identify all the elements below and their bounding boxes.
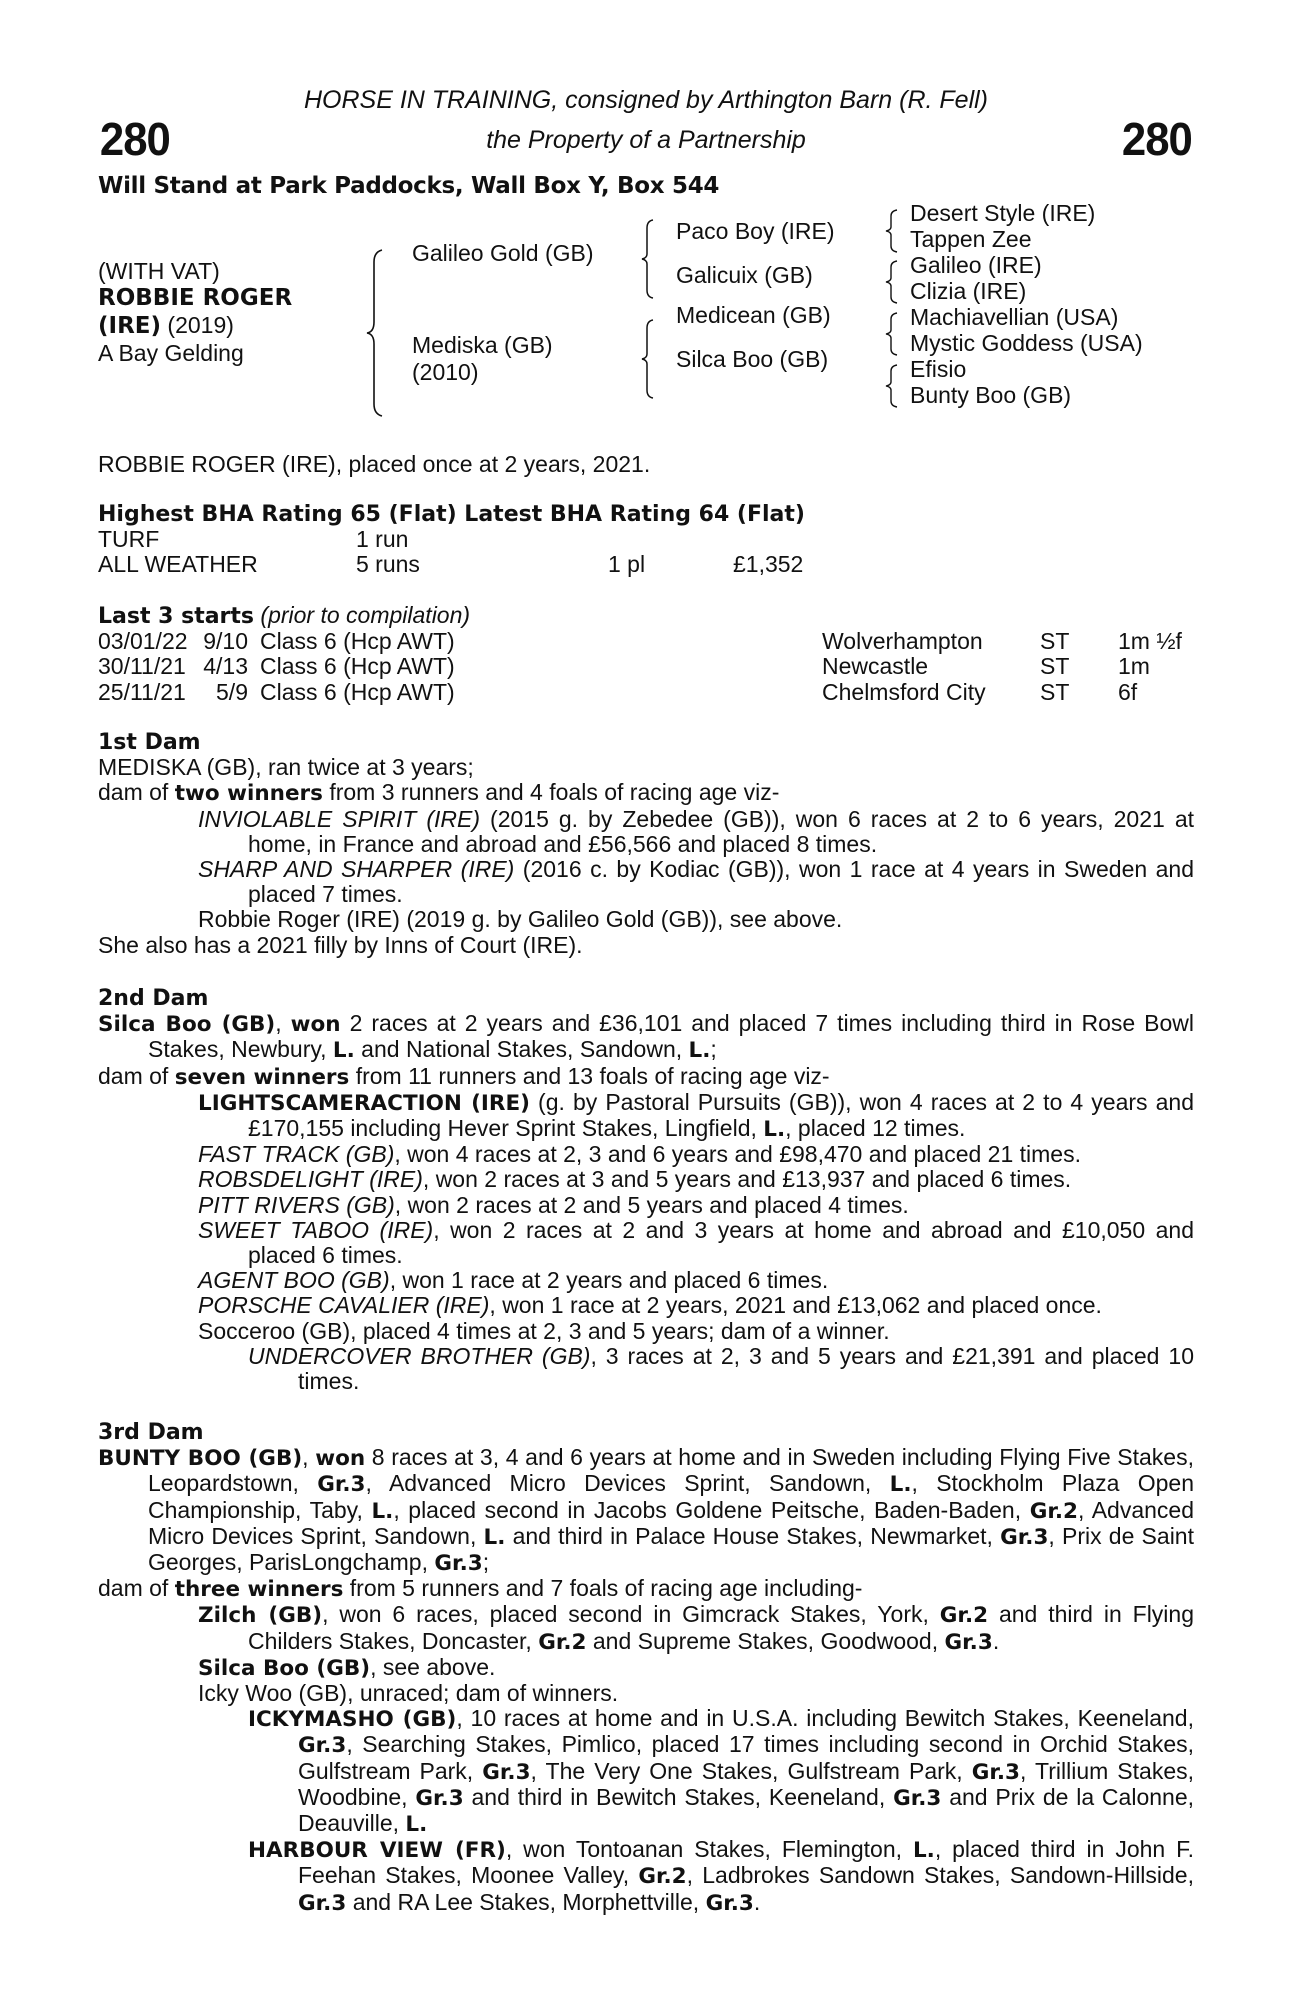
last-starts-block	[98, 603, 1194, 705]
progeny-entry	[98, 1602, 1194, 1654]
progeny-record: (g. by Pastoral Pursuits (GB)), won 4 races at 2 to 4 years and £170,155 including Hever Sprint Stakes, Lingfield,	[248, 1088, 1194, 1142]
grade: L.	[483, 1524, 506, 1550]
winners-count: two winners	[174, 781, 323, 807]
first-dam-footer: She also has a 2021 filly by Inns of Court (IRE).	[98, 931, 583, 958]
horse-identity	[98, 258, 292, 367]
pedigree-brace-main	[364, 248, 386, 418]
text: and third in Flying Childers Stakes, Doncaster,	[248, 1601, 1194, 1654]
progeny-name: PITT RIVERS (GB)	[198, 1191, 395, 1218]
brace-ggp-2	[884, 259, 900, 305]
text: and Supreme Stakes, Goodwood,	[586, 1627, 945, 1654]
text: .	[992, 1627, 1000, 1654]
text: and RA Lee Stakes, Morphettville,	[346, 1888, 706, 1915]
text: from 3 runners and 4 foals of racing age viz-	[322, 779, 780, 806]
start-course: Wolverhampton	[822, 628, 983, 655]
text: and Prix de la Calonne, Deauville,	[298, 1783, 1195, 1837]
grade: L.	[912, 1838, 935, 1864]
start-row	[98, 654, 1194, 679]
grade: Gr.2	[638, 1864, 687, 1890]
won-label: won	[315, 1446, 366, 1472]
start-date: 03/01/22	[98, 628, 188, 655]
text: 8 races at 3, 4 and 6 years at home and in Sweden including Flying Five Stakes, Leopardstown,	[148, 1444, 1194, 1497]
lot-number-left: 280	[99, 113, 170, 165]
stand-location: Will Stand at Park Paddocks, Wall Box Y, Box 544	[98, 173, 720, 199]
grade: Gr.3	[971, 1759, 1021, 1785]
start-row	[98, 680, 1194, 705]
text: , placed second in Jacobs Goldene Peitsche, Baden-Baden,	[393, 1496, 1030, 1523]
text: and third in Palace House Stakes, Newmarket,	[505, 1522, 1001, 1549]
brace-ggp-4	[884, 363, 900, 409]
progeny-entry	[98, 857, 1194, 907]
great-grandparent-2: Tappen Zee	[910, 226, 1032, 252]
grade: Gr.3	[1000, 1524, 1049, 1550]
great-grandparent-4: Clizia (IRE)	[910, 278, 1027, 304]
record-runs: 1 run	[356, 526, 409, 553]
first-dam-section	[98, 730, 1194, 958]
winners-count: three winners	[174, 1577, 344, 1603]
text: , Ladbrokes Sandown Stakes, Sandown-Hillside,	[686, 1862, 1194, 1889]
progeny-name: AGENT BOO (GB)	[198, 1267, 390, 1294]
text: , placed third in John F. Feehan Stakes, Moonee Valley,	[298, 1836, 1195, 1889]
first-dam-title: 1st Dam	[98, 730, 201, 755]
start-position: 9/10	[203, 628, 248, 655]
progeny-entry	[98, 1268, 1194, 1293]
horse-year: (2019)	[167, 312, 234, 338]
progeny-entry	[98, 1319, 1194, 1344]
text: , won Tontoanan Stakes, Flemington,	[505, 1836, 913, 1863]
last-starts-subtitle: (prior to compilation)	[260, 602, 471, 628]
grandprogeny-entry	[98, 1706, 1194, 1837]
progeny-entry	[98, 1681, 1194, 1706]
progeny-entry	[98, 1193, 1194, 1218]
grade: L.	[371, 1498, 394, 1524]
text: dam of	[98, 1575, 175, 1602]
dam-year: (2010)	[412, 359, 479, 385]
winners-count: seven winners	[174, 1064, 350, 1090]
progeny-name: Zilch (GB)	[198, 1603, 323, 1629]
progeny-record: Socceroo (GB), placed 4 times at 2, 3 and 5 years; dam of a winner.	[198, 1317, 890, 1344]
start-position: 4/13	[203, 653, 248, 680]
progeny-entry	[98, 907, 1194, 932]
start-distance: 1m ½f	[1118, 628, 1182, 655]
record-surface: ALL WEATHER	[98, 551, 258, 578]
great-grandparent-6: Mystic Goddess (USA)	[910, 330, 1143, 356]
grade: Gr.3	[482, 1759, 531, 1785]
progeny-record: , won 2 races at 2 and 5 years and placed 4 times.	[394, 1191, 909, 1218]
horse-country: (IRE)	[98, 313, 162, 339]
text: 2 races at 2 years and £36,101 and placed 7 times including third in Rose Bowl Stakes, Newbury,	[148, 1010, 1195, 1063]
start-going: ST	[1040, 678, 1070, 705]
grade: Gr.3	[944, 1629, 993, 1655]
dam-name: Silca Boo (GB)	[98, 1012, 276, 1038]
grade: Gr.2	[1029, 1498, 1078, 1524]
grandparent-4: Silca Boo (GB)	[676, 346, 829, 372]
grade: L.	[405, 1812, 428, 1838]
start-course: Chelmsford City	[822, 678, 986, 705]
brace-sire-line	[640, 218, 656, 300]
text: ;	[710, 1036, 717, 1063]
text: , The Very One Stakes, Gulfstream Park,	[530, 1757, 972, 1784]
text: , Advanced Micro Devices Sprint, Sandown,	[148, 1496, 1194, 1549]
text: ;	[482, 1549, 490, 1576]
record-surface: TURF	[98, 526, 160, 553]
lot-number-right: 280	[1122, 113, 1193, 165]
horse-description: A Bay Gelding	[98, 340, 244, 366]
progeny-name: FAST TRACK (GB)	[198, 1141, 395, 1168]
progeny-record: (2015 g. by Zebedee (GB)), won 6 races at 2 to 6 years, 2021 at home, in France and abroad and £56,566 and placed 8 times.	[248, 805, 1194, 857]
horse-name: ROBBIE ROGER	[98, 285, 293, 311]
text: , Prix de Saint Georges, ParisLongchamp,	[148, 1522, 1194, 1576]
progeny-entry	[98, 807, 1194, 857]
second-dam-section	[98, 986, 1194, 1394]
start-position: 5/9	[216, 678, 248, 705]
grade: Gr.2	[538, 1629, 587, 1655]
start-class: Class 6 (Hcp AWT)	[260, 653, 455, 680]
text: and National Stakes, Sandown,	[354, 1036, 689, 1063]
record-prize: £1,352	[733, 551, 804, 578]
text: and third in Bewitch Stakes, Keeneland,	[463, 1783, 894, 1810]
grandparent-3: Medicean (GB)	[676, 302, 831, 328]
great-grandparent-1: Desert Style (IRE)	[910, 200, 1096, 226]
grade: Gr.3	[705, 1890, 754, 1916]
progeny-name: UNDERCOVER BROTHER (GB)	[248, 1342, 591, 1369]
progeny-entry	[98, 1167, 1194, 1192]
text: , 10 races at home and in U.S.A. including Bewitch Stakes, Keeneland,	[456, 1705, 1194, 1732]
text: , Trillium Stakes, Woodbine,	[298, 1757, 1194, 1810]
progeny-record: Icky Woo (GB), unraced; dam of winners.	[198, 1680, 619, 1707]
bha-rating-title: Highest BHA Rating 65 (Flat) Latest BHA Rating 64 (Flat)	[98, 502, 805, 527]
text: , Searching Stakes, Pimlico, placed 17 times including second in Orchid Stakes, Gulfstream Park,	[298, 1731, 1194, 1784]
dam-name: Mediska (GB)	[412, 332, 553, 358]
grade-listed: L.	[332, 1038, 355, 1064]
last-starts-title: Last 3 starts	[98, 604, 255, 629]
progeny-name: SWEET TABOO (IRE)	[198, 1216, 434, 1243]
third-dam-produce-summary	[98, 1576, 1194, 1602]
progeny-entry	[98, 1293, 1194, 1318]
text: from 5 runners and 7 foals of racing age including-	[343, 1575, 863, 1602]
record-row-turf	[98, 527, 1194, 552]
pedigree-chart	[98, 200, 1194, 420]
third-dam-intro: BUNTY BOO (GB), won 8 races at 3, 4 and 6 years at home and in Sweden including Flying Five Stakes, Leopardstown, Gr.3, Advanced Micro Devices Sprint, Sandown, L., Stockholm Plaza Open Championship, Taby, L., placed second in Jacobs Goldene Peitsche, Baden-Baden, Gr.2, Advanced Micro Devices Sprint, Sandown, L. and third in Palace House Stakes, Newmarket, Gr.3, Prix de Saint Georges, ParisLongchamp, Gr.3;	[98, 1444, 1195, 1577]
start-class: Class 6 (Hcp AWT)	[260, 628, 455, 655]
text: dam of	[98, 779, 175, 806]
start-distance: 6f	[1118, 678, 1138, 705]
grade-listed: L.	[688, 1038, 711, 1064]
vat-label: (WITH VAT)	[98, 258, 220, 284]
progeny-record: , won 1 race at 2 years and placed 6 times.	[389, 1267, 829, 1294]
great-grandparent-7: Efisio	[910, 356, 967, 382]
second-dam-produce-summary	[98, 1064, 1194, 1090]
grade: L.	[889, 1472, 912, 1498]
progeny-record: , won 2 races at 3 and 5 years and £13,937 and placed 6 times.	[422, 1166, 1072, 1193]
won-label: won	[290, 1012, 341, 1038]
progeny-entry	[98, 1142, 1194, 1167]
brace-ggp-1	[884, 208, 900, 254]
start-going: ST	[1040, 628, 1070, 655]
start-row	[98, 629, 1194, 654]
progeny-record: , placed 12 times.	[785, 1115, 966, 1142]
record-placed: 1 pl	[608, 551, 646, 578]
text: from 11 runners and 13 foals of racing age viz-	[349, 1062, 830, 1089]
progeny-record: , see above.	[370, 1653, 496, 1680]
grade: Gr.2	[939, 1603, 989, 1629]
consignor-line: HORSE IN TRAINING, consigned by Arthington Barn (R. Fell)	[303, 86, 989, 114]
start-date: 30/11/21	[98, 653, 186, 680]
progeny-entry	[98, 1655, 1194, 1681]
text: , Advanced Micro Devices Sprint, Sandown,	[365, 1470, 890, 1497]
start-going: ST	[1040, 653, 1070, 680]
brace-ggp-3	[884, 311, 900, 357]
first-dam-produce-summary	[98, 780, 1194, 806]
progeny-name: SHARP AND SHARPER (IRE)	[198, 856, 515, 883]
grade: Gr.3	[298, 1890, 347, 1916]
progeny-record: , won 1 race at 2 years, 2021 and £13,062 and placed once.	[489, 1292, 1102, 1319]
text: , won 6 races, placed second in Gimcrack Stakes, York,	[322, 1601, 940, 1628]
dam	[412, 332, 553, 386]
progeny-record: (2016 c. by Kodiac (GB)), won 1 race at 4 years in Sweden and placed 7 times.	[248, 856, 1194, 908]
progeny-name: PORSCHE CAVALIER (IRE)	[198, 1292, 490, 1319]
property-line: the Property of a Partnership	[486, 126, 806, 154]
great-grandparent-3: Galileo (IRE)	[910, 252, 1042, 278]
ratings-block	[98, 502, 1194, 578]
start-class: Class 6 (Hcp AWT)	[260, 678, 455, 705]
progeny-name: HARBOUR VIEW (FR)	[248, 1838, 506, 1864]
grade: Gr.3	[434, 1551, 483, 1577]
grandprogeny-entry	[98, 1837, 1194, 1916]
progeny-record: , won 4 races at 2, 3 and 6 years and £98,470 and placed 21 times.	[394, 1141, 1081, 1168]
grade-listed: L.	[763, 1117, 786, 1143]
dam-name: BUNTY BOO (GB)	[98, 1446, 303, 1472]
race-summary: ROBBIE ROGER (IRE), placed once at 2 years, 2021.	[98, 451, 651, 477]
grade: Gr.3	[415, 1785, 464, 1811]
second-dam-intro: Silca Boo (GB), won 2 races at 2 years and £36,101 and placed 7 times including third in Rose Bowl Stakes, Newbury, L. and National Stakes, Sandown, L.;	[98, 1010, 1195, 1064]
grandprogeny-entry	[98, 1344, 1194, 1394]
great-grandparent-8: Bunty Boo (GB)	[910, 382, 1072, 408]
brace-dam-line	[640, 318, 656, 400]
progeny-name: ICKYMASHO (GB)	[248, 1707, 457, 1733]
text: , Stockholm Plaza Open Championship, Taby,	[148, 1470, 1195, 1523]
start-distance: 1m	[1118, 653, 1150, 680]
progeny-entry	[98, 1218, 1194, 1268]
third-dam-section	[98, 1420, 1194, 1916]
sire: Galileo Gold (GB)	[412, 240, 594, 266]
progeny-name: INVIOLABLE SPIRIT (IRE)	[198, 805, 481, 832]
progeny-name: Silca Boo (GB)	[198, 1655, 371, 1681]
second-dam-title: 2nd Dam	[98, 986, 209, 1011]
progeny-record: Robbie Roger (IRE) (2019 g. by Galileo Gold (GB)), see above.	[198, 906, 843, 933]
grandparent-2: Galicuix (GB)	[676, 262, 813, 288]
grade: Gr.3	[298, 1733, 347, 1759]
text: .	[753, 1888, 761, 1915]
great-grandparent-5: Machiavellian (USA)	[910, 304, 1119, 330]
record-row-all-weather	[98, 552, 1194, 577]
grade: Gr.3	[317, 1472, 366, 1498]
progeny-record: , won 2 races at 2 and 3 years at home and abroad and £10,050 and placed 6 times.	[248, 1216, 1194, 1269]
first-dam-intro: MEDISKA (GB), ran twice at 3 years;	[98, 754, 474, 781]
grandparent-1: Paco Boy (IRE)	[676, 218, 835, 244]
text: dam of	[98, 1062, 175, 1089]
start-course: Newcastle	[822, 653, 929, 680]
record-placed	[608, 527, 733, 552]
record-runs: 5 runs	[356, 551, 420, 578]
progeny-name: ROBSDELIGHT (IRE)	[198, 1166, 423, 1193]
third-dam-title: 3rd Dam	[98, 1420, 204, 1445]
progeny-entry	[98, 1090, 1194, 1142]
start-date: 25/11/21	[98, 678, 186, 705]
progeny-name: LIGHTSCAMERACTION (IRE)	[198, 1090, 530, 1116]
grade: Gr.3	[893, 1785, 942, 1811]
progeny-record: , 3 races at 2, 3 and 5 years and £21,391 and placed 10 times.	[298, 1342, 1194, 1395]
